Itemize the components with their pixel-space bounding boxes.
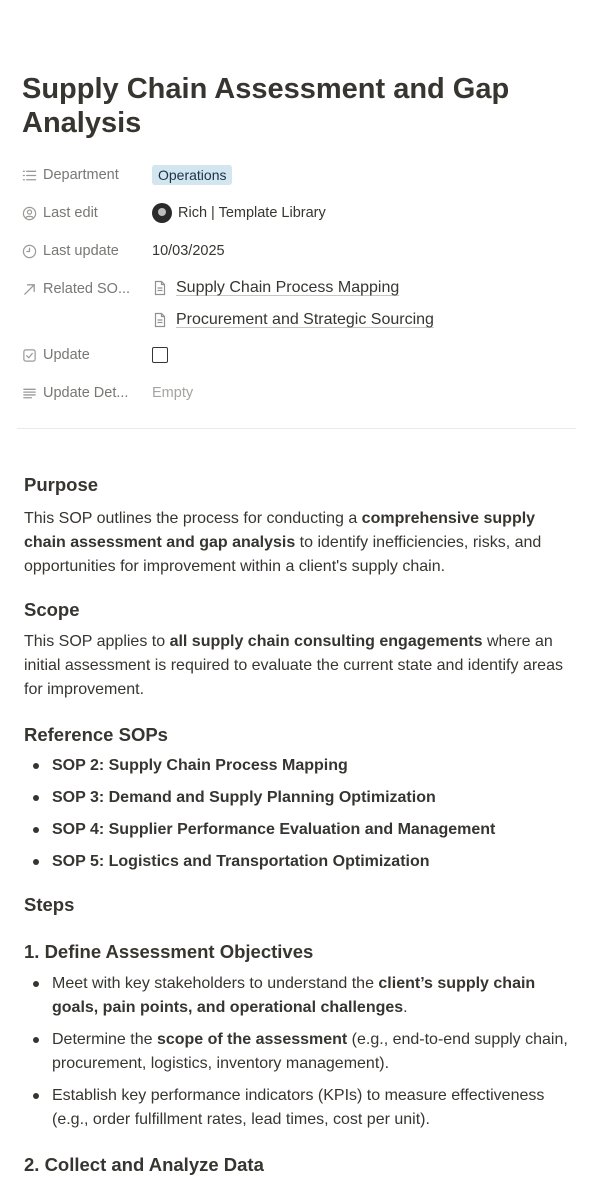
property-update-details — [22, 376, 576, 414]
list-icon — [22, 168, 37, 183]
document-icon — [152, 280, 168, 296]
bold-text: SOP 3: Demand and Supply Planning Optimization — [52, 789, 436, 806]
bold-text: SOP 5: Logistics and Transportation Optimization — [52, 853, 430, 870]
property-label: Related SO... — [43, 281, 131, 297]
page-content — [24, 474, 574, 1176]
page-title: Supply Chain Assessment and Gap Analysis — [22, 73, 510, 139]
properties-panel — [22, 158, 576, 414]
text: where an initial assessment is required to evaluate the current state and identify areas for improvement. — [24, 633, 563, 698]
list-item — [24, 754, 574, 778]
bold-text: SOP 4: Supplier Performance Evaluation and Management — [52, 821, 496, 838]
property-name-last-edit[interactable] — [22, 196, 152, 230]
heading-purpose: Purpose — [24, 474, 99, 495]
list-item — [24, 1084, 574, 1132]
bold-text: comprehensive supply chain assessment and gap analysis — [24, 510, 536, 551]
paragraph-purpose — [24, 507, 574, 579]
heading-steps: Steps — [24, 894, 75, 915]
text-lines-icon — [22, 386, 37, 401]
document-icon — [152, 312, 168, 328]
text: (e.g., end-to-end supply chain, procurement, logistics, inventory management). — [52, 1031, 568, 1072]
heading-step-2: 2. Collect and Analyze Data — [24, 1154, 264, 1175]
list-item — [24, 818, 574, 842]
property-last-edit — [22, 196, 576, 234]
property-label: Update — [43, 347, 90, 363]
property-label: Last edit — [43, 205, 98, 221]
property-value-last-update[interactable] — [152, 234, 576, 268]
text: to identify inefficiencies, risks, and opportunities for improvement within a client's supply chain. — [24, 534, 542, 575]
department-tag: Operations — [152, 165, 232, 185]
text: Establish key performance indicators (KPIs) to measure effectiveness (e.g., order fulfillment rates, lead times, cost per unit). — [52, 1087, 545, 1128]
divider — [17, 428, 576, 429]
text: This SOP outlines the process for conducting a — [24, 510, 362, 527]
list-item — [24, 972, 574, 1020]
property-related-sops — [22, 272, 576, 336]
related-item-label: Supply Chain Process Mapping — [176, 279, 400, 296]
reference-list — [24, 754, 574, 874]
arrow-up-right-icon — [22, 282, 37, 297]
property-name-related[interactable] — [22, 272, 152, 306]
property-label: Department — [43, 167, 119, 183]
heading-step-1: 1. Define Assessment Objectives — [24, 941, 314, 962]
text: . — [403, 999, 408, 1016]
list-item — [24, 786, 574, 810]
property-value-last-edit[interactable] — [152, 196, 576, 230]
related-list — [152, 272, 434, 336]
property-value-update — [152, 338, 576, 372]
list-item — [24, 850, 574, 874]
heading-scope: Scope — [24, 599, 80, 620]
property-value-department[interactable] — [152, 158, 576, 192]
related-item-procurement[interactable] — [152, 304, 434, 336]
property-label: Last update — [43, 243, 119, 259]
property-value-update-details[interactable] — [152, 376, 576, 410]
person-circle-icon — [22, 206, 37, 221]
bold-text: scope of the assessment — [156, 1031, 348, 1048]
bold-text: client’s supply chain goals, pain points, and operational challenges — [52, 975, 536, 1016]
clock-icon — [22, 244, 37, 259]
empty-placeholder: Empty — [152, 385, 194, 401]
property-update — [22, 338, 576, 376]
property-name-last-update[interactable] — [22, 234, 152, 268]
property-label: Update Det... — [43, 385, 129, 401]
text: This SOP applies to — [24, 633, 170, 650]
property-last-update — [22, 234, 576, 272]
text: Determine the — [52, 1031, 157, 1048]
related-item-label: Procurement and Strategic Sourcing — [176, 311, 434, 328]
property-department — [22, 158, 576, 196]
property-name-department[interactable] — [22, 158, 152, 192]
heading-reference-sops: Reference SOPs — [24, 724, 168, 745]
bold-text: SOP 2: Supply Chain Process Mapping — [52, 757, 348, 774]
step-1-list — [24, 972, 574, 1132]
last-update-date: 10/03/2025 — [152, 243, 225, 259]
editor-name: Rich | Template Library — [178, 205, 326, 221]
related-item-process-mapping[interactable] — [152, 272, 434, 304]
bold-text: all supply chain consulting engagements — [169, 633, 483, 650]
property-name-update[interactable] — [22, 338, 152, 372]
checkbox-icon — [22, 348, 37, 363]
paragraph-scope — [24, 630, 574, 702]
avatar — [152, 203, 172, 223]
property-name-update-details[interactable] — [22, 376, 152, 410]
text: Meet with key stakeholders to understand the — [52, 975, 379, 992]
update-checkbox[interactable] — [152, 347, 168, 363]
list-item — [24, 1028, 574, 1076]
